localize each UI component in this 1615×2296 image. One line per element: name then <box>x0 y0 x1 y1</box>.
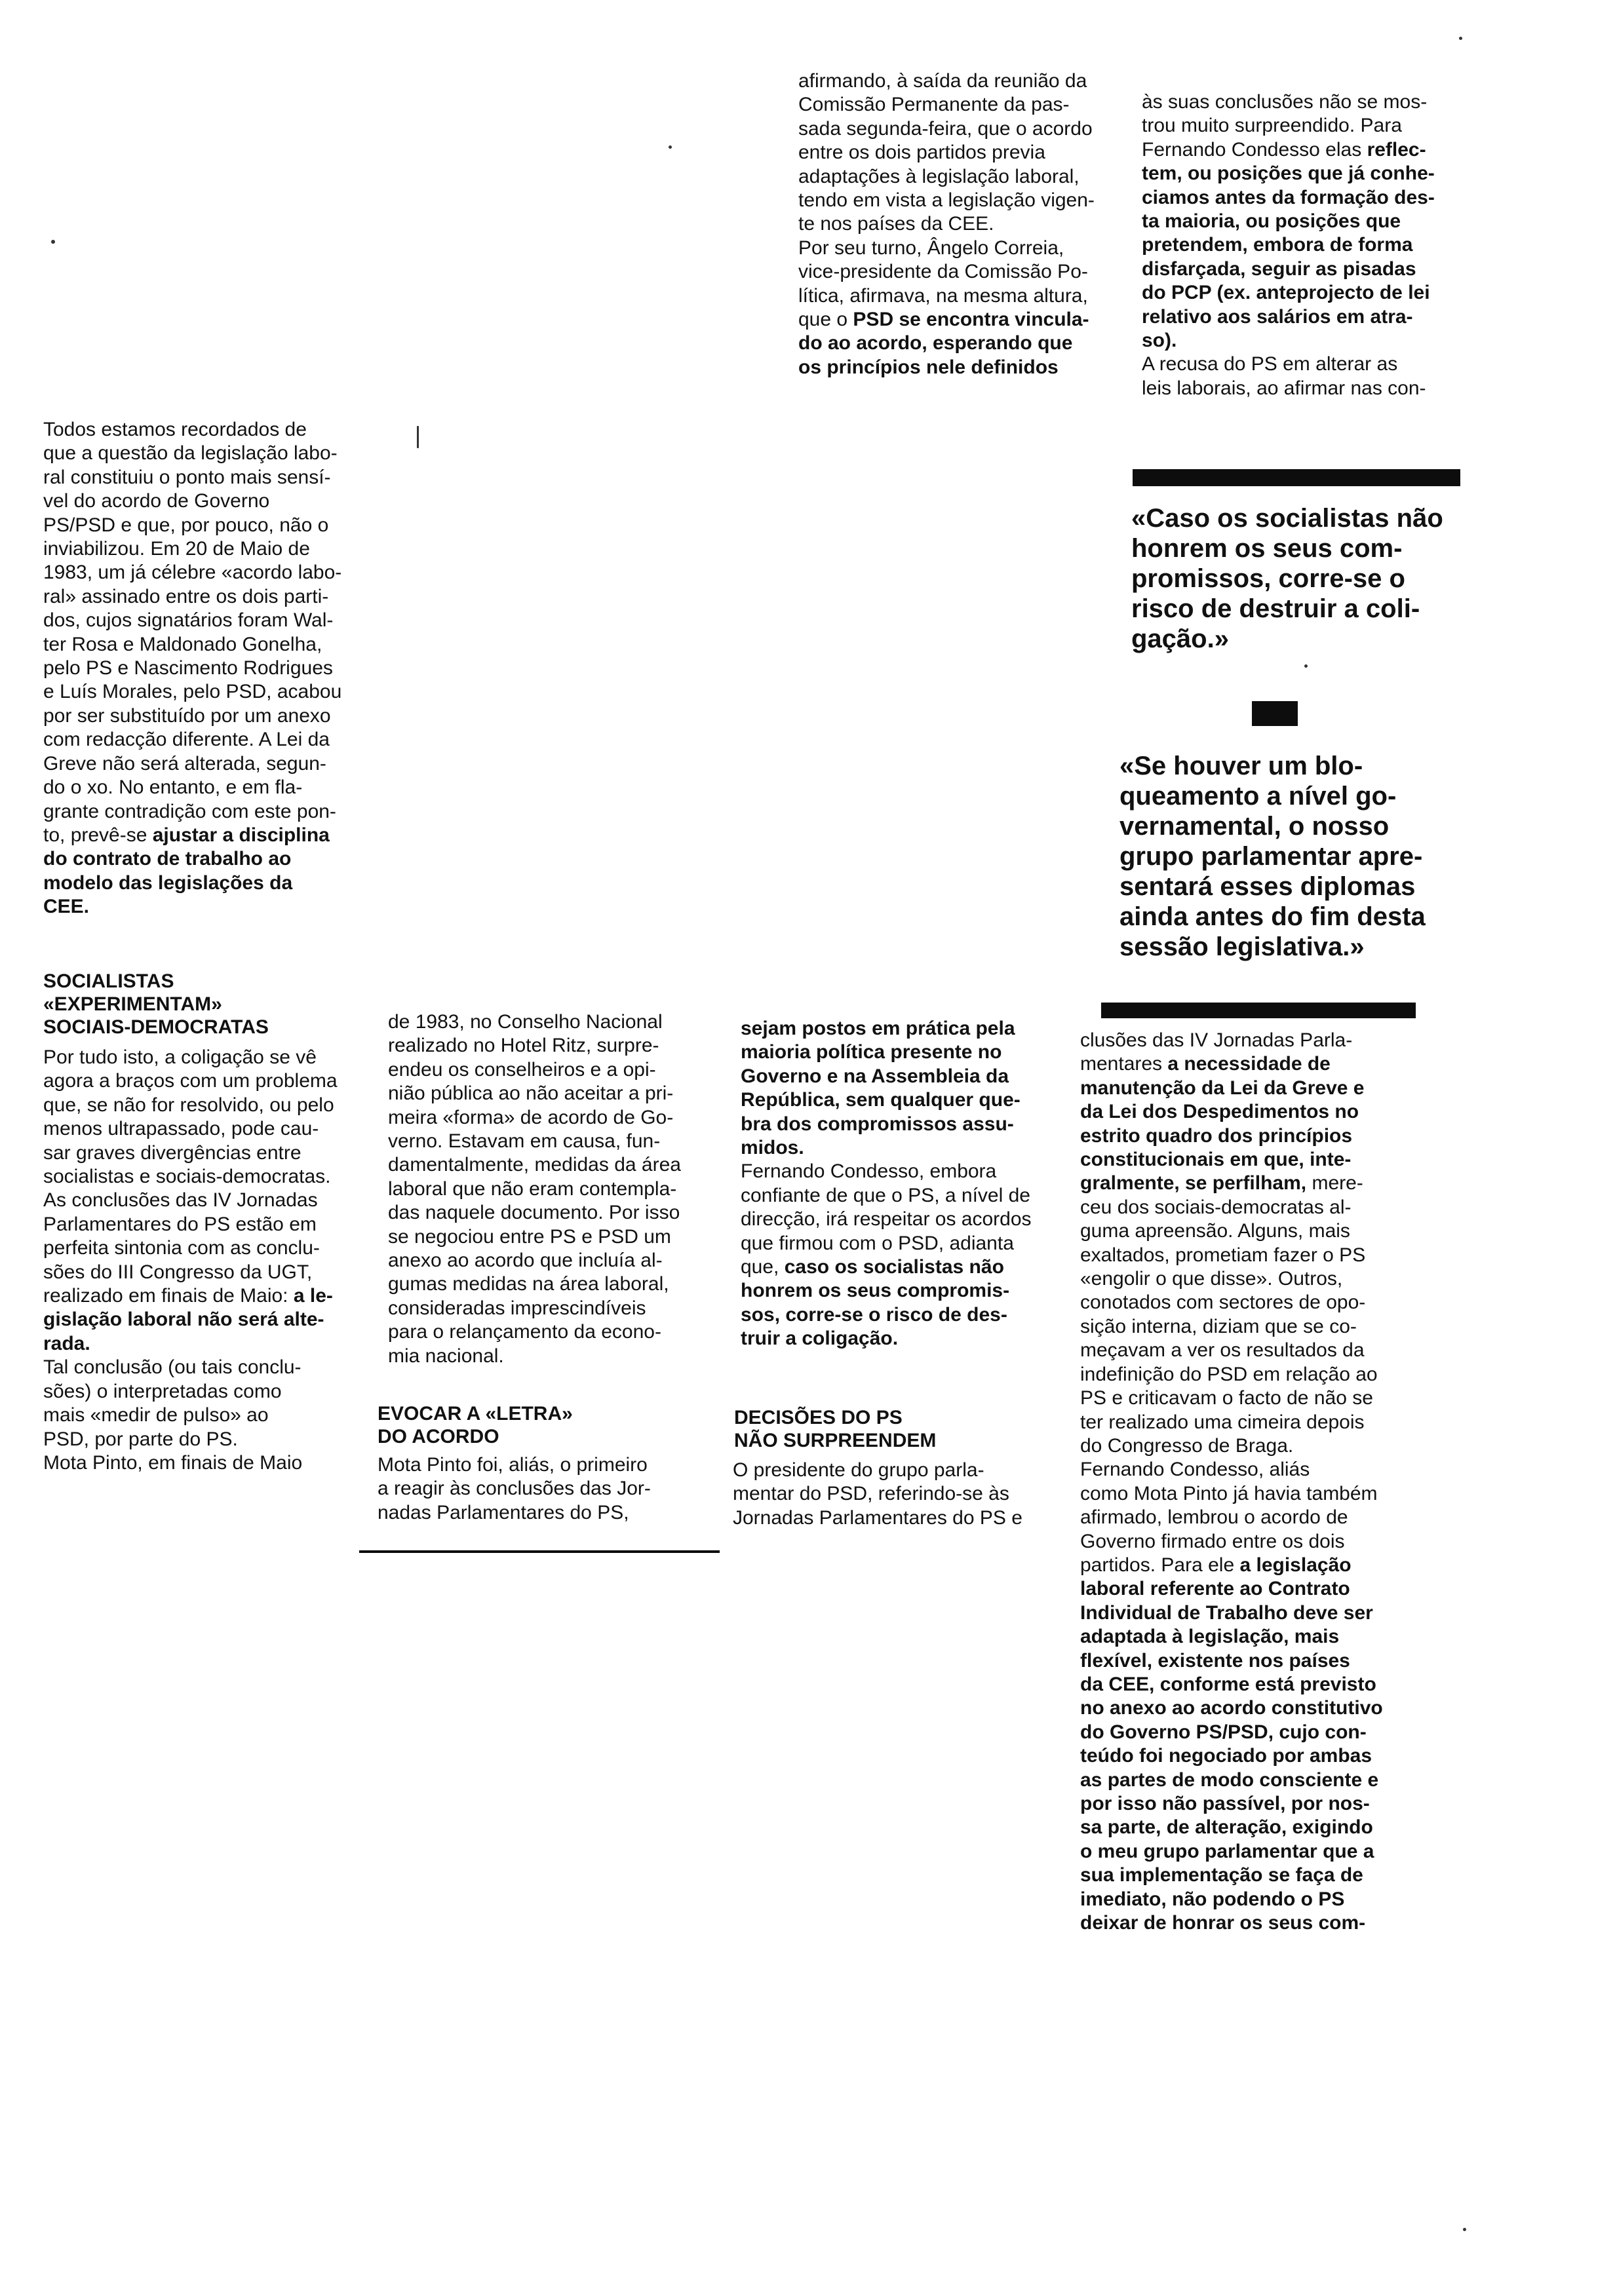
subheading-socialistas: SOCIALISTAS «EXPERIMENTAM» SOCIAIS-DEMOCRATAS <box>43 970 269 1038</box>
column-left-intro <box>43 418 378 919</box>
column-top-b-text: às suas conclusões não se mos- trou muito surpreendido. Para Fernando Condesso elas <box>1142 91 1428 161</box>
quote-bar-top <box>1133 469 1460 486</box>
column-right-text-2: mere- ceu dos sociais-democratas al- guma apreensão. Alguns, mais exaltados, prometiam fazer o PS «engolir o que disse». Outros, conotados com sectores de opo- sição interna, diziam que se co- meçavam a ver os resultados da indefinição do PSD em relação ao PS e criticavam o facto de não se ter realizado uma cimeira depois do Congresso de Braga. Fernando Condesso, aliás como Mota Pinto já havia também afirmado, lembrou o acordo de Governo firmado entre os dois partidos. Para ele <box>1080 1172 1378 1576</box>
column-left-continued <box>43 1046 378 1475</box>
column-mid-2-end <box>733 1459 1054 1530</box>
quote-bar-bottom <box>1101 1003 1416 1018</box>
pull-quote-2: «Se houver um blo- queamento a nível go- vernamental, o nosso grupo parlamentar apre- sentará esses diplomas ainda antes do fim desta sessão legislativa.» <box>1119 752 1426 961</box>
subheading-evocar: EVOCAR A «LETRA» DO ACORDO <box>378 1403 573 1447</box>
column-top-a <box>798 69 1103 379</box>
scan-speck <box>51 240 55 244</box>
column-top-b <box>1142 90 1441 400</box>
column-top-b-end: A recusa do PS em alterar as leis laborais, ao afirmar nas con- <box>1142 353 1426 399</box>
column-right-bold-2: a legislação laboral referente ao Contrato Individual de Trabalho deve ser adaptada à legislação, mais flexível, existente nos países da CEE, conforme está previsto no anexo ao acordo constitutivo do Governo PS/PSD, cujo con- teúdo foi negociado por ambas as partes de modo consciente e por isso não passível, por nos- sa parte, de alteração, exigindo o meu grupo parlamentar que a sua implementação se faça de imediato, não podendo o PS deixar de honrar os seus com- <box>1080 1554 1383 1934</box>
column-right-text: clusões das IV Jornadas Parla- mentares <box>1080 1029 1353 1075</box>
column-top-a-text: afirmando, à saída da reunião da Comissão Permanente da pas- sada segunda-feira, que o acordo entre os dois partidos previa adaptações à legislação laboral, tendo em vista a legislação vigen- te nos países da CEE. Por seu turno, Ângelo Correia, vice-presidente da Comissão Po- lítica, afirmava, na mesma altura, que o <box>798 70 1095 331</box>
column-mid-1-end <box>378 1453 705 1525</box>
scan-speck <box>1304 664 1308 668</box>
column-right-bold: a necessidade de manutenção da Lei da Greve e da Lei dos Despedimentos no estrito quadro dos princípios constitucionais em que, inte- gralmente, se perfilham, <box>1080 1053 1365 1195</box>
subheading-decisoes: DECISÕES DO PS NÃO SURPREENDEM <box>734 1407 937 1451</box>
column-right <box>1080 1029 1395 1935</box>
column-left-bold: ajustar a disciplina do contrato de trabalho ao modelo das legislações da CEE. <box>43 824 330 918</box>
column-left-2-text: Por tudo isto, a coligação se vê agora a braços com um problema que, se não for resolvido, ou pelo menos ultrapassado, pode cau- sar graves divergências entre socialistas e sociais-democratas. As conclusões das IV Jornadas Parlamentares do PS estão em perfeita sintonia com as conclu- sões do III Congresso da UGT, realizado em finais de Maio: <box>43 1046 338 1307</box>
scan-speck <box>669 145 672 149</box>
column-left-2-bold: a le- gislação laboral não será alte- rada. <box>43 1285 333 1354</box>
column-mid-1-text: de 1983, no Conselho Nacional realizado no Hotel Ritz, surpre- endeu os conselheiros e a opi- nião pública ao não aceitar a pri- meira «forma» de acordo de Go- verno. Estavam em causa, fun- damentalmente, medidas da área laboral que não eram contempla- das naquele documento. Por isso se negociou entre PS e PSD um anexo ao acordo que incluía al- gumas medidas na área laboral, consideradas imprescindíveis para o relançamento da econo- mia nacional. <box>388 1011 681 1367</box>
scan-speck <box>1463 2228 1466 2231</box>
column-left-text: Todos estamos recordados de que a questão da legislação labo- ral constituiu o ponto mais sensí- vel do acordo de Governo PS/PSD e que, por pouco, não o inviabilizou. Em 20 de Maio de 1983, um já célebre «acordo labo- ral» assinado entre os dois parti- dos, cujos signatários foram Wal- ter Rosa e Maldonado Gonelha, pelo PS e Nascimento Rodrigues e Luís Morales, pelo PSD, acabou por ser substituído por um anexo com redacção diferente. A Lei da Greve não será alterada, segun- do o xo. No entanto, e em fla- grante contradição com este pon- to, prevê-se <box>43 419 342 846</box>
column-mid-2-text: Fernando Condesso, embora confiante de que o PS, a nível de direcção, irá respeitar os acordos que firmou com o PSD, adianta que, <box>741 1160 1032 1278</box>
column-mid-2 <box>741 1017 1059 1351</box>
column-top-b-bold: reflec- tem, ou posições que já conhe- ciamos antes da formação des- ta maioria, ou posições que pretendem, embora de forma disfarçada, seguir as pisadas do PCP (ex. anteprojecto de lei relativo aos salários em atra- so). <box>1142 138 1435 352</box>
column-mid-2-bold: sejam postos em prática pela maioria política presente no Governo e na Assembleia da República, sem qualquer que- bra dos compromissos assu- midos. <box>741 1018 1021 1159</box>
scan-speck <box>1459 37 1462 40</box>
column-left-3-text: Tal conclusão (ou tais conclu- sões) o interpretadas como mais «medir de pulso» ao PSD, por parte do PS. Mota Pinto, em finais de Maio <box>43 1356 303 1474</box>
column-mid-2-bold2: caso os socialistas não honrem os seus compromis- sos, corre-se o risco de des- truir a coligação. <box>741 1256 1010 1350</box>
pull-quote-1: «Caso os socialistas não honrem os seus com- promissos, corre-se o risco de destruir a coli- gação.» <box>1131 504 1443 653</box>
column-mid-2-end-text: O presidente do grupo parla- mentar do PSD, referindo-se às Jornadas Parlamentares do PS e <box>733 1459 1022 1529</box>
column-top-a-bold: PSD se encontra vincula- do ao acordo, esperando que os princípios nele definidos <box>798 309 1089 378</box>
column-rule-mid-1 <box>359 1550 720 1553</box>
column-mid-1 <box>388 1010 709 1368</box>
scan-speck <box>417 426 419 448</box>
column-mid-1-end-text: Mota Pinto foi, aliás, o primeiro a reagir às conclusões das Jor- nadas Parlamentares do PS, <box>378 1454 651 1523</box>
quote-bar-middle <box>1252 701 1298 726</box>
